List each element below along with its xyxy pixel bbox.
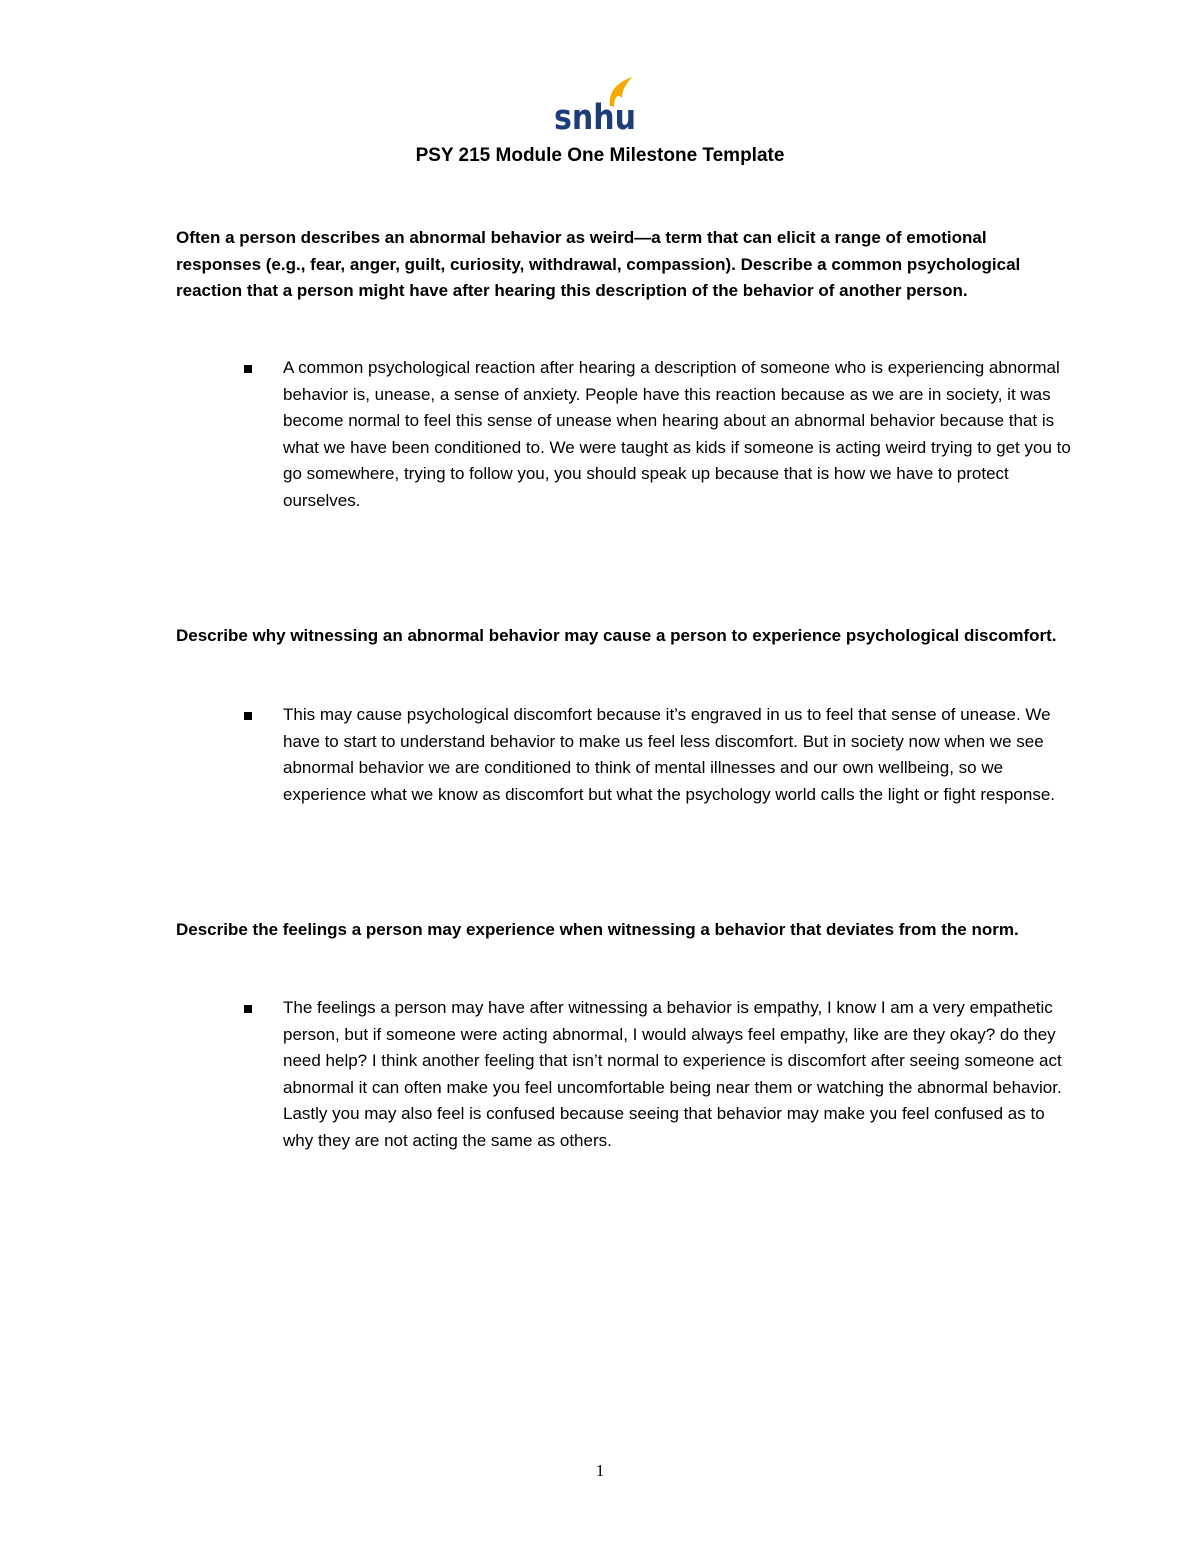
bullet-square-icon (244, 712, 252, 720)
document-title: PSY 215 Module One Milestone Template (415, 145, 785, 166)
logo-wordmark: snhu (554, 98, 636, 138)
question-3: Describe the feelings a person may experience when witnessing a behavior that deviates from the norm. (176, 920, 1019, 939)
question-1: Often a person describes an abnormal behavior as weird—a term that can elicit a range of emotional responses (e.g., fear, anger, guilt, curiosity, withdrawal, compassion). Describe a common psychological reaction that a person might have after hearing this description of the behavior of another person. (176, 228, 1021, 300)
bullet-square-icon (244, 365, 252, 373)
bullet-square-icon (244, 1005, 252, 1013)
snhu-logo (552, 74, 638, 138)
answer-1: A common psychological reaction after hearing a description of someone who is experiencing abnormal behavior is, unease, a sense of anxiety. People have this reaction because as we are in society, it was become normal to feel this sense of unease when hearing about an abnormal behavior because that is what we have been conditioned to. We were taught as kids if someone is acting weird trying to get you to go somewhere, trying to follow you, you should speak up because that is how we have to protect ourselves. (283, 358, 1071, 510)
answer-2: This may cause psychological discomfort because it’s engraved in us to feel that sense of unease. We have to start to understand behavior to make us feel less discomfort. But in society now when we see abnormal behavior we are conditioned to think of mental illnesses and our own wellbeing, so we experience what we know as discomfort but what the psychology world calls the light or fight response. (283, 705, 1056, 804)
question-2: Describe why witnessing an abnormal behavior may cause a person to experience psychological discomfort. (176, 626, 1057, 645)
page-number: 1 (595, 1461, 605, 1480)
answer-3: The feelings a person may have after witnessing a behavior is empathy, I know I am a very empathetic person, but if someone were acting abnormal, I would always feel empathy, like are they okay? do they need help? I think another feeling that isn’t normal to experience is discomfort after seeing someone act abnormal it can often make you feel uncomfortable being near them or watching the abnormal behavior. Lastly you may also feel is confused because seeing that behavior may make you feel confused as to why they are not acting the same as others. (283, 998, 1062, 1150)
